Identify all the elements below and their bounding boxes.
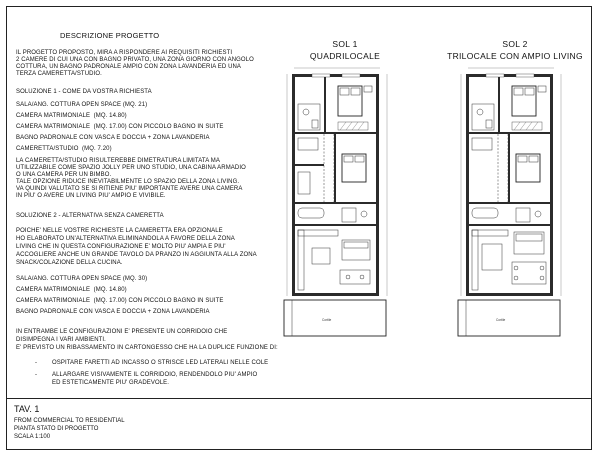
floor-plan-sol1	[282, 64, 402, 364]
solution1-item: CAMERA MATRIMONIALE (MQ. 17.00) CON PICCOLO BAGNO IN SUITE	[16, 124, 224, 130]
sol2-title: SOL 2	[502, 39, 528, 49]
solution2-note: POICHE' NELLE VOSTRE RICHIESTE LA CAMERETTA ERA OPZIONALE	[16, 228, 223, 234]
courtyard-label-sol1: Cortile	[322, 318, 332, 322]
solution2-item: BAGNO PADRONALE CON VASCA E DOCCIA + ZONA LAVANDERIA	[16, 309, 210, 315]
solution2-title: SOLUZIONE 2 - ALTERNATIVA SENZA CAMERETTA	[16, 213, 164, 219]
sol1-title: SOL 1	[332, 39, 358, 49]
solution2-note: ACCOGLIERE ANCHE UN GRANDE TAVOLO DA PRANZO IN AGGIUNTA ALLA ZONA	[16, 252, 257, 258]
solution1-item: CAMERETTA/STUDIO (MQ. 7.20)	[16, 146, 112, 152]
solution2-note: LIVING CHE IN QUESTA CONFIGURAZIONE E' MOLTO PIU' AMPIA E PIU'	[16, 244, 226, 250]
courtyard-label-sol2: Cortile	[496, 318, 506, 322]
intro-line: 2 CAMERE DI CUI UNA CON BAGNO PRIVATO, UNA ZONA GIORNO CON ANGOLO	[16, 57, 254, 63]
intro-line: IL PROGETTO PROPOSTO, MIRA A RISPONDERE AI REQUISITI RICHIESTI	[16, 50, 233, 56]
bullet-dash: -	[35, 372, 38, 378]
solution1-note: UTILIZZABILE COME SPAZIO JOLLY PER UNO STUDIO, UNA CABINA ARMADIO	[16, 165, 246, 171]
bullet-item: ALLARGARE VISIVAMENTE IL CORRIDOIO, RENDENDOLO PIU' AMPIO	[52, 372, 258, 378]
solution1-note: TALE OPZIONE RIDUCE INEVITABILMENTE LO SPAZIO DELLA ZONA LIVING.	[16, 179, 240, 185]
sol1-subtitle: QUADRILOCALE	[309, 51, 381, 61]
solution1-note: IN PIU' O AVERE UN LIVING PIU' AMPIO E VIVIBILE.	[16, 193, 166, 199]
solution2-note: SNACK/COLAZIONE DELLA CUCINA.	[16, 260, 123, 266]
table-number: TAV. 1	[14, 404, 40, 414]
solution1-item: BAGNO PADRONALE CON VASCA E DOCCIA + ZONA LAVANDERIA	[16, 135, 210, 141]
titleblock-line1: FROM COMMERCIAL TO RESIDENTIAL	[14, 418, 125, 424]
intro-line: COTTURA, UN BAGNO PADRONALE AMPIO CON ZONA LAVANDERIA ED UNA	[16, 64, 242, 70]
intro-line: TERZA CAMERETTA/STUDIO.	[16, 71, 102, 77]
bullet-dash: -	[35, 360, 38, 366]
titleblock-divider	[6, 398, 592, 399]
sol2-subtitle: TRILOCALE CON AMPIO LIVING	[447, 51, 583, 61]
solution2-item: CAMERA MATRIMONIALE (MQ. 14.80)	[16, 287, 127, 293]
bullet-item: ED ESTETICAMENTE PIU' GRADEVOLE.	[52, 380, 170, 386]
common-note: IN ENTRAMBE LE CONFIGURAZIONI E' PRESENTE UN CORRIDOIO CHE	[16, 329, 228, 335]
solution1-item: CAMERA MATRIMONIALE (MQ. 14.80)	[16, 113, 127, 119]
solution1-note: VA QUINDI VALUTATO SE SI RITIENE PIU' IMPORTANTE AVERE UNA CAMERA	[16, 186, 243, 192]
solution2-item: CAMERA MATRIMONIALE (MQ. 17.00) CON PICCOLO BAGNO IN SUITE	[16, 298, 224, 304]
solution1-note: LA CAMERETTA/STUDIO RISULTEREBBE DIMETRATURA LIMITATA MA	[16, 158, 220, 164]
solution2-item: SALA/ANG. COTTURA OPEN SPACE (MQ. 30)	[16, 276, 148, 282]
solution2-note: HO ELABORATO UN'ALTERNATIVA ELIMINANDOLA A FAVORE DELLA ZONA	[16, 236, 235, 242]
bullet-item: OSPITARE FARETTI AD INCASSO O STRISCE LED LATERALI NELLE COLE	[52, 360, 269, 366]
titleblock-line3: SCALA 1:100	[14, 434, 51, 440]
common-note: DISIMPEGNA I VARI AMBIENTI.	[16, 337, 106, 343]
titleblock-line2: PIANTA STATO DI PROGETTO	[14, 426, 99, 432]
floor-plan-sol2	[456, 64, 576, 364]
solution1-item: SALA/ANG. COTTURA OPEN SPACE (MQ. 21)	[16, 102, 148, 108]
solution1-note: O UNA CAMERA PER UN BIMBO.	[16, 172, 112, 178]
solution1-title: SOLUZIONE 1 - COME DA VOSTRA RICHIESTA	[16, 89, 152, 95]
common-note: E' PREVISTO UN RIBASSAMENTO IN CARTONGESSO CHE HA LA DUPLICE FUNZIONE DI:	[16, 345, 278, 351]
description-title: DESCRIZIONE PROGETTO	[60, 31, 160, 40]
